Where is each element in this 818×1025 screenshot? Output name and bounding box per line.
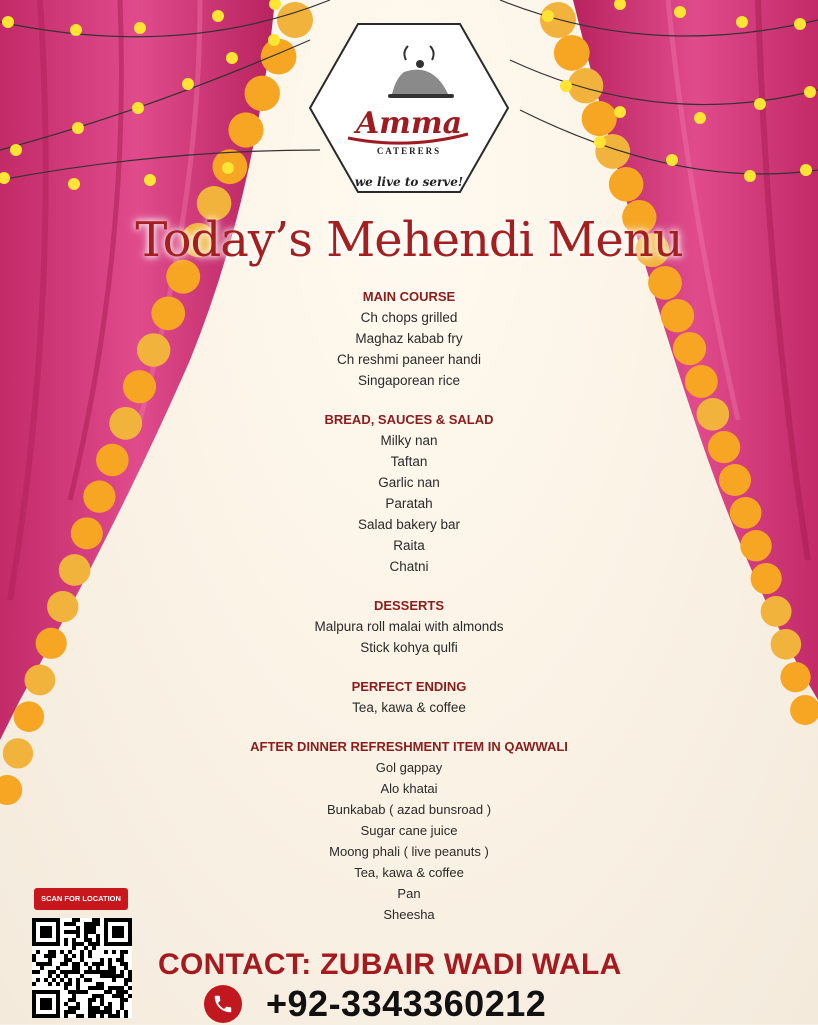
- menu-item: Chatni: [389, 559, 429, 574]
- menu-item: Paratah: [385, 496, 433, 511]
- menu-section-bread: [0, 409, 818, 577]
- menu-item: Ch reshmi paneer handi: [336, 352, 482, 367]
- menu-item: Singaporean rice: [357, 373, 461, 388]
- menu-item: Bunkabab ( azad bunsroad ): [326, 802, 492, 817]
- menu-item: Tea, kawa & coffee: [352, 700, 466, 715]
- contact-name: CONTACT: ZUBAIR WADI WALA: [158, 948, 622, 981]
- qr-code[interactable]: [32, 918, 132, 1018]
- section-title: MAIN COURSE: [362, 289, 456, 304]
- menu-item: Moong phali ( live peanuts ): [329, 844, 489, 859]
- menu-item: Milky nan: [380, 433, 438, 448]
- menu-item: Tea, kawa & coffee: [354, 865, 464, 880]
- logo-subtitle: CATERERS: [376, 146, 442, 156]
- logo-tagline: we live to serve!: [354, 175, 464, 189]
- menu-item: Raita: [393, 538, 425, 553]
- menu-item: Malpura roll malai with almonds: [314, 619, 504, 634]
- scan-for-location-badge: SCAN FOR LOCATION: [34, 888, 128, 910]
- menu-section-perfect-ending: [0, 676, 818, 718]
- menu-item: Salad bakery bar: [357, 517, 461, 532]
- page-title: Today’s Mehendi Menu: [135, 212, 683, 268]
- menu-item: Sugar cane juice: [360, 823, 458, 838]
- phone-number: +92-3343360212: [266, 983, 547, 1024]
- menu-item: Stick kohya qulfi: [360, 640, 458, 655]
- menu-section-main-course: [0, 286, 818, 391]
- section-title: PERFECT ENDING: [351, 679, 467, 694]
- menu-item: Pan: [397, 886, 421, 901]
- menu-item: Taftan: [390, 454, 428, 469]
- phone-row[interactable]: [204, 984, 546, 1024]
- menu-item: Maghaz kabab fry: [355, 331, 463, 346]
- menu-item: Ch chops grilled: [360, 310, 458, 325]
- menu-item: Sheesha: [383, 907, 435, 922]
- logo-brand: Amma: [355, 106, 463, 141]
- section-title: BREAD, SAUCES & SALAD: [324, 412, 494, 427]
- section-title: DESSERTS: [373, 598, 445, 613]
- menu-item: Alo khatai: [380, 781, 438, 796]
- section-title: AFTER DINNER REFRESHMENT ITEM IN QAWWALI: [250, 739, 568, 754]
- logo: [308, 22, 510, 194]
- menu-list: [0, 286, 818, 943]
- menu-item: Garlic nan: [378, 475, 440, 490]
- phone-icon: [204, 985, 242, 1023]
- menu-section-desserts: [0, 595, 818, 658]
- menu-item: Gol gappay: [375, 760, 443, 775]
